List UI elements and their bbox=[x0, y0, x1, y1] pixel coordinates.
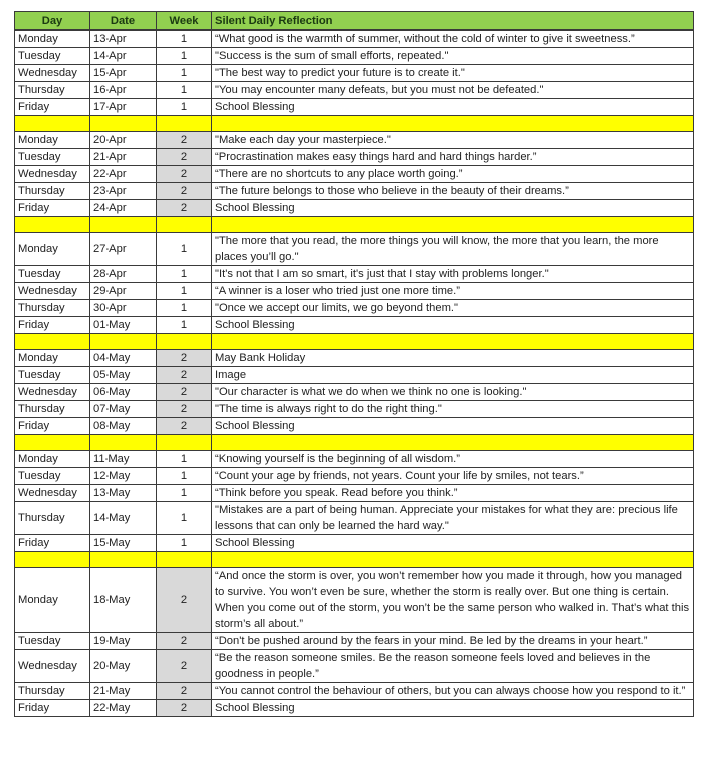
day-cell[interactable]: Wednesday bbox=[15, 166, 90, 183]
separator-cell[interactable] bbox=[15, 217, 90, 233]
week-cell[interactable]: 2 bbox=[157, 683, 212, 700]
reflection-cell[interactable]: "Mistakes are a part of being human. Appreciate your mistakes for what they are: precious life lessons that can only be learned the hard way." bbox=[212, 502, 694, 535]
day-cell[interactable]: Friday bbox=[15, 700, 90, 717]
date-cell[interactable]: 23-Apr bbox=[90, 183, 157, 200]
day-cell[interactable]: Thursday bbox=[15, 683, 90, 700]
separator-cell[interactable] bbox=[157, 217, 212, 233]
reflection-cell[interactable]: “Think before you speak. Read before you think.” bbox=[212, 485, 694, 502]
date-cell[interactable]: 18-May bbox=[90, 568, 157, 633]
day-cell[interactable]: Wednesday bbox=[15, 384, 90, 401]
day-cell[interactable]: Thursday bbox=[15, 300, 90, 317]
date-cell[interactable]: 08-May bbox=[90, 418, 157, 435]
week-cell[interactable]: 2 bbox=[157, 401, 212, 418]
separator-cell[interactable] bbox=[212, 435, 694, 451]
reflection-schedule-table bbox=[14, 11, 694, 717]
date-cell[interactable]: 01-May bbox=[90, 317, 157, 334]
date-cell[interactable]: 15-May bbox=[90, 535, 157, 552]
week-cell[interactable]: 1 bbox=[157, 65, 212, 82]
reflection-cell[interactable]: "The time is always right to do the right thing." bbox=[212, 401, 694, 418]
day-cell[interactable]: Monday bbox=[15, 568, 90, 633]
week-cell[interactable]: 1 bbox=[157, 99, 212, 116]
week-cell[interactable]: 2 bbox=[157, 700, 212, 717]
table-row bbox=[15, 48, 694, 65]
table-row bbox=[15, 283, 694, 300]
reflection-cell[interactable]: “And once the storm is over, you won’t remember how you made it through, how you managed to survive. You won’t even be sure, whether the storm is really over. But one thing is certain. When you come out of the storm, you won’t be the same person who walked in. That’s what this storm’s all about.” bbox=[212, 568, 694, 633]
date-cell[interactable]: 05-May bbox=[90, 367, 157, 384]
table-row bbox=[15, 30, 694, 48]
separator-cell[interactable] bbox=[212, 116, 694, 132]
header-week[interactable]: Week bbox=[157, 12, 212, 31]
day-cell[interactable]: Monday bbox=[15, 451, 90, 468]
day-cell[interactable]: Friday bbox=[15, 535, 90, 552]
week-cell[interactable]: 2 bbox=[157, 633, 212, 650]
date-cell[interactable]: 16-Apr bbox=[90, 82, 157, 99]
day-cell[interactable]: Monday bbox=[15, 30, 90, 48]
day-cell[interactable]: Thursday bbox=[15, 502, 90, 535]
week-cell[interactable]: 2 bbox=[157, 568, 212, 633]
week-cell[interactable]: 2 bbox=[157, 149, 212, 166]
reflection-cell[interactable]: "Once we accept our limits, we go beyond them." bbox=[212, 300, 694, 317]
date-cell[interactable]: 27-Apr bbox=[90, 233, 157, 266]
date-cell[interactable]: 11-May bbox=[90, 451, 157, 468]
separator-cell[interactable] bbox=[212, 334, 694, 350]
reflection-cell[interactable]: "The more that you read, the more things you will know, the more that you learn, the more places you’ll go." bbox=[212, 233, 694, 266]
day-cell[interactable]: Monday bbox=[15, 132, 90, 149]
date-cell[interactable]: 24-Apr bbox=[90, 200, 157, 217]
header-reflection[interactable]: Silent Daily Reflection bbox=[212, 12, 694, 31]
day-cell[interactable]: Wednesday bbox=[15, 485, 90, 502]
reflection-cell[interactable]: "Make each day your masterpiece." bbox=[212, 132, 694, 149]
date-cell[interactable]: 14-Apr bbox=[90, 48, 157, 65]
week-cell[interactable]: 1 bbox=[157, 451, 212, 468]
week-cell[interactable]: 1 bbox=[157, 485, 212, 502]
date-cell[interactable]: 20-May bbox=[90, 650, 157, 683]
table-row bbox=[15, 683, 694, 700]
date-cell[interactable]: 07-May bbox=[90, 401, 157, 418]
separator-cell[interactable] bbox=[157, 334, 212, 350]
week-separator-row bbox=[15, 435, 694, 451]
separator-cell[interactable] bbox=[90, 116, 157, 132]
date-cell[interactable]: 06-May bbox=[90, 384, 157, 401]
reflection-cell[interactable]: School Blessing bbox=[212, 99, 694, 116]
day-cell[interactable]: Tuesday bbox=[15, 149, 90, 166]
table-row bbox=[15, 266, 694, 283]
reflection-cell[interactable]: "It's not that I am so smart, it's just that I stay with problems longer." bbox=[212, 266, 694, 283]
week-cell[interactable]: 2 bbox=[157, 132, 212, 149]
reflection-cell[interactable]: School Blessing bbox=[212, 700, 694, 717]
table-row bbox=[15, 300, 694, 317]
reflection-cell[interactable]: "Success is the sum of small efforts, repeated." bbox=[212, 48, 694, 65]
table-row bbox=[15, 485, 694, 502]
day-cell[interactable]: Tuesday bbox=[15, 468, 90, 485]
header-day[interactable]: Day bbox=[15, 12, 90, 31]
date-cell[interactable]: 20-Apr bbox=[90, 132, 157, 149]
separator-cell[interactable] bbox=[90, 435, 157, 451]
date-cell[interactable]: 19-May bbox=[90, 633, 157, 650]
week-cell[interactable]: 1 bbox=[157, 48, 212, 65]
week-cell[interactable]: 2 bbox=[157, 200, 212, 217]
header-date[interactable]: Date bbox=[90, 12, 157, 31]
week-cell[interactable]: 1 bbox=[157, 283, 212, 300]
separator-cell[interactable] bbox=[157, 552, 212, 568]
week-cell[interactable]: 1 bbox=[157, 317, 212, 334]
date-cell[interactable]: 22-May bbox=[90, 700, 157, 717]
reflection-cell[interactable]: “Be the reason someone smiles. Be the reason someone feels loved and believes in the goodness in people.” bbox=[212, 650, 694, 683]
reflection-cell[interactable]: "You may encounter many defeats, but you must not be defeated." bbox=[212, 82, 694, 99]
day-cell[interactable]: Tuesday bbox=[15, 633, 90, 650]
day-cell[interactable]: Tuesday bbox=[15, 48, 90, 65]
date-cell[interactable]: 15-Apr bbox=[90, 65, 157, 82]
date-cell[interactable]: 12-May bbox=[90, 468, 157, 485]
date-cell[interactable]: 17-Apr bbox=[90, 99, 157, 116]
table-row bbox=[15, 99, 694, 116]
date-cell[interactable]: 21-May bbox=[90, 683, 157, 700]
reflection-cell[interactable]: School Blessing bbox=[212, 317, 694, 334]
date-cell[interactable]: 14-May bbox=[90, 502, 157, 535]
separator-cell[interactable] bbox=[15, 435, 90, 451]
table-row bbox=[15, 451, 694, 468]
week-separator-row bbox=[15, 552, 694, 568]
date-cell[interactable]: 21-Apr bbox=[90, 149, 157, 166]
week-separator-row bbox=[15, 334, 694, 350]
week-cell[interactable]: 2 bbox=[157, 350, 212, 367]
separator-cell[interactable] bbox=[157, 116, 212, 132]
table-row bbox=[15, 650, 694, 683]
reflection-cell[interactable]: "Our character is what we do when we think no one is looking." bbox=[212, 384, 694, 401]
table-row bbox=[15, 132, 694, 149]
week-cell[interactable]: 1 bbox=[157, 502, 212, 535]
reflection-cell[interactable]: “There are no shortcuts to any place worth going.” bbox=[212, 166, 694, 183]
day-cell[interactable]: Friday bbox=[15, 99, 90, 116]
table-row bbox=[15, 183, 694, 200]
week-cell[interactable]: 2 bbox=[157, 650, 212, 683]
table-row bbox=[15, 233, 694, 266]
separator-cell[interactable] bbox=[15, 116, 90, 132]
date-cell[interactable]: 04-May bbox=[90, 350, 157, 367]
date-cell[interactable]: 13-May bbox=[90, 485, 157, 502]
table-row bbox=[15, 82, 694, 99]
day-cell[interactable]: Thursday bbox=[15, 401, 90, 418]
separator-cell[interactable] bbox=[90, 334, 157, 350]
reflection-cell[interactable]: School Blessing bbox=[212, 535, 694, 552]
reflection-cell[interactable]: School Blessing bbox=[212, 200, 694, 217]
table-row bbox=[15, 468, 694, 485]
separator-cell[interactable] bbox=[157, 435, 212, 451]
day-cell[interactable]: Monday bbox=[15, 233, 90, 266]
table-row bbox=[15, 166, 694, 183]
table-row bbox=[15, 418, 694, 435]
table-body bbox=[15, 30, 694, 717]
reflection-cell[interactable]: “What good is the warmth of summer, without the cold of winter to give it sweetness.” bbox=[212, 30, 694, 48]
table-row bbox=[15, 367, 694, 384]
reflection-cell[interactable]: May Bank Holiday bbox=[212, 350, 694, 367]
date-cell[interactable]: 29-Apr bbox=[90, 283, 157, 300]
day-cell[interactable]: Wednesday bbox=[15, 650, 90, 683]
header-row bbox=[15, 12, 694, 31]
reflection-cell[interactable]: School Blessing bbox=[212, 418, 694, 435]
reflection-cell[interactable]: “The future belongs to those who believe in the beauty of their dreams.” bbox=[212, 183, 694, 200]
day-cell[interactable]: Thursday bbox=[15, 183, 90, 200]
separator-cell[interactable] bbox=[15, 552, 90, 568]
reflection-cell[interactable]: “You cannot control the behaviour of others, but you can always choose how you respond to it.” bbox=[212, 683, 694, 700]
table-row bbox=[15, 401, 694, 418]
day-cell[interactable]: Wednesday bbox=[15, 65, 90, 82]
separator-cell[interactable] bbox=[212, 552, 694, 568]
table-row bbox=[15, 384, 694, 401]
day-cell[interactable]: Tuesday bbox=[15, 367, 90, 384]
day-cell[interactable]: Thursday bbox=[15, 82, 90, 99]
week-cell[interactable]: 2 bbox=[157, 183, 212, 200]
separator-cell[interactable] bbox=[90, 217, 157, 233]
table-row bbox=[15, 65, 694, 82]
day-cell[interactable]: Tuesday bbox=[15, 266, 90, 283]
day-cell[interactable]: Wednesday bbox=[15, 283, 90, 300]
week-cell[interactable]: 1 bbox=[157, 468, 212, 485]
table-row bbox=[15, 633, 694, 650]
table-row bbox=[15, 535, 694, 552]
table-row bbox=[15, 700, 694, 717]
reflection-cell[interactable]: “Count your age by friends, not years. Count your life by smiles, not tears.” bbox=[212, 468, 694, 485]
separator-cell[interactable] bbox=[212, 217, 694, 233]
day-cell[interactable]: Monday bbox=[15, 350, 90, 367]
day-cell[interactable]: Friday bbox=[15, 317, 90, 334]
week-cell[interactable]: 1 bbox=[157, 30, 212, 48]
week-cell[interactable]: 2 bbox=[157, 384, 212, 401]
date-cell[interactable]: 30-Apr bbox=[90, 300, 157, 317]
reflection-cell[interactable]: “Don't be pushed around by the fears in your mind. Be led by the dreams in your heart.” bbox=[212, 633, 694, 650]
week-cell[interactable]: 1 bbox=[157, 82, 212, 99]
day-cell[interactable]: Friday bbox=[15, 200, 90, 217]
date-cell[interactable]: 13-Apr bbox=[90, 30, 157, 48]
week-cell[interactable]: 1 bbox=[157, 300, 212, 317]
date-cell[interactable]: 22-Apr bbox=[90, 166, 157, 183]
week-cell[interactable]: 2 bbox=[157, 418, 212, 435]
week-cell[interactable]: 1 bbox=[157, 535, 212, 552]
week-cell[interactable]: 1 bbox=[157, 266, 212, 283]
separator-cell[interactable] bbox=[15, 334, 90, 350]
reflection-cell[interactable]: "The best way to predict your future is to create it." bbox=[212, 65, 694, 82]
reflection-cell[interactable]: “A winner is a loser who tried just one more time.” bbox=[212, 283, 694, 300]
reflection-cell[interactable]: “Knowing yourself is the beginning of all wisdom.” bbox=[212, 451, 694, 468]
table-row bbox=[15, 317, 694, 334]
table-row bbox=[15, 568, 694, 633]
week-cell[interactable]: 2 bbox=[157, 367, 212, 384]
week-separator-row bbox=[15, 217, 694, 233]
week-cell[interactable]: 2 bbox=[157, 166, 212, 183]
reflection-cell[interactable]: “Procrastination makes easy things hard and hard things harder.” bbox=[212, 149, 694, 166]
reflection-cell[interactable]: Image bbox=[212, 367, 694, 384]
week-separator-row bbox=[15, 116, 694, 132]
table-row bbox=[15, 350, 694, 367]
day-cell[interactable]: Friday bbox=[15, 418, 90, 435]
date-cell[interactable]: 28-Apr bbox=[90, 266, 157, 283]
week-cell[interactable]: 1 bbox=[157, 233, 212, 266]
table-row bbox=[15, 502, 694, 535]
separator-cell[interactable] bbox=[90, 552, 157, 568]
table-row bbox=[15, 149, 694, 166]
table-row bbox=[15, 200, 694, 217]
